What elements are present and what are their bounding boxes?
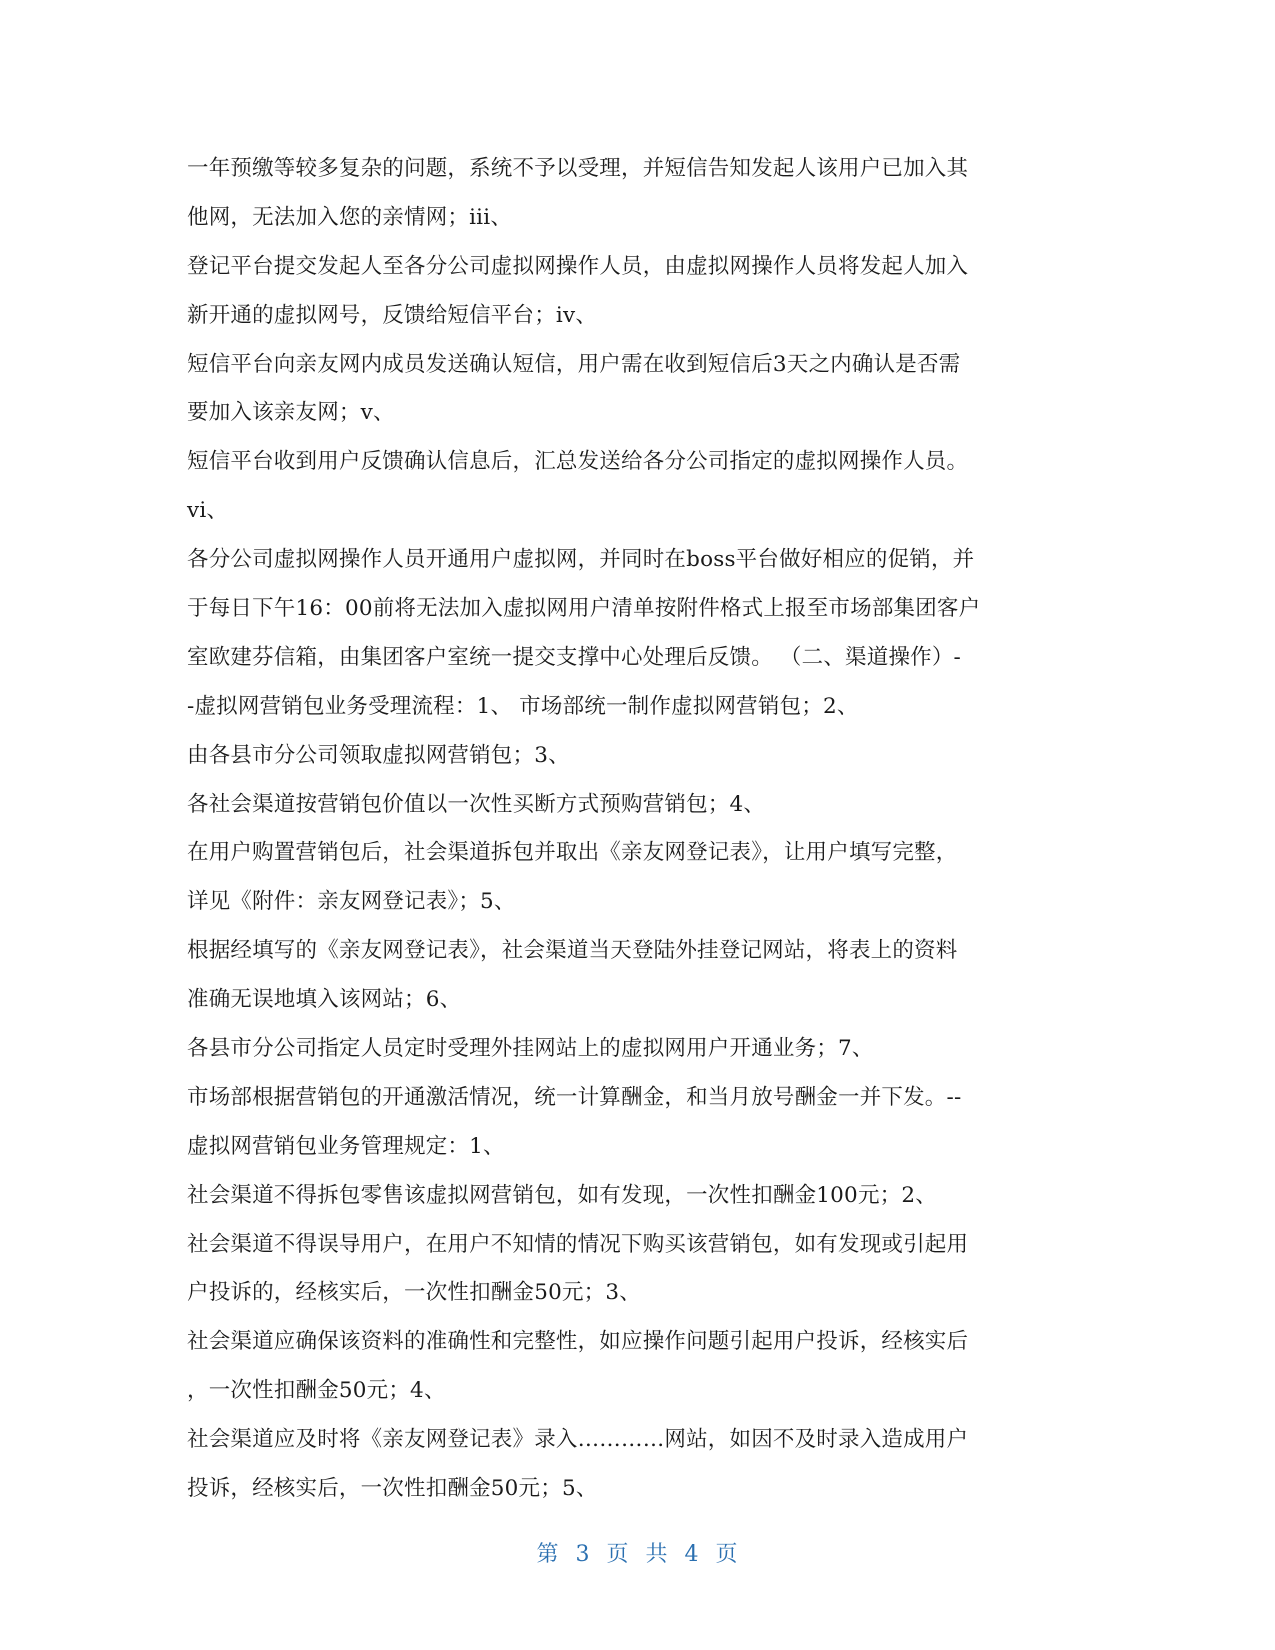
page-footer [0, 1537, 1275, 1568]
text-line: 市场部根据营销包的开通激活情况，统一计算酬金，和当月放号酬金一并下发。-- [187, 1084, 962, 1110]
text-line: 室欧建芬信箱，由集团客户室统一提交支撑中心处理后反馈。 （二、渠道操作）- [187, 644, 962, 670]
text-line: 由各县市分公司领取虚拟网营销包；3、 [187, 742, 570, 768]
text-line: 详见《附件：亲友网登记表》；5、 [187, 889, 516, 915]
footer-total-pages: 4 [684, 1542, 700, 1567]
footer-prefix: 第 [536, 1542, 560, 1567]
text-line: 根据经填写的《亲友网登记表》，社会渠道当天登陆外挂登记网站，将表上的资料 [187, 938, 958, 964]
text-line: 社会渠道不得误导用户，在用户不知情的情况下购买该营销包，如有发现或引起用 [187, 1231, 969, 1257]
text-line: 各社会渠道按营销包价值以一次性买断方式预购营销包；4、 [187, 791, 766, 817]
text-line: 社会渠道应及时将《亲友网登记表》录入…………网站，如因不及时录入造成用户 [187, 1427, 969, 1453]
text-line: 短信平台收到用户反馈确认信息后，汇总发送给各分公司指定的虚拟网操作人员。 [187, 449, 969, 475]
text-line: ，一次性扣酬金50元；4、 [187, 1378, 446, 1404]
text-line: 准确无误地填入该网站；6、 [187, 987, 462, 1013]
body-text [187, 145, 1087, 1514]
footer-page-word: 页 [606, 1542, 630, 1567]
text-line: 登记平台提交发起人至各分公司虚拟网操作人员，由虚拟网操作人员将发起人加入 [187, 253, 969, 279]
text-line: -虚拟网营销包业务受理流程：1、 市场部统一制作虚拟网营销包；2、 [187, 693, 859, 719]
footer-current-page: 3 [575, 1542, 591, 1567]
text-line: 新开通的虚拟网号，反馈给短信平台；iv、 [187, 302, 598, 328]
text-line: 各县市分公司指定人员定时受理外挂网站上的虚拟网用户开通业务；7、 [187, 1036, 874, 1062]
text-line: 于每日下午16：00前将无法加入虚拟网用户清单按附件格式上报至市场部集团客户 [187, 596, 981, 622]
text-line: 要加入该亲友网；v、 [187, 400, 395, 426]
text-line: 社会渠道不得拆包零售该虚拟网营销包，如有发现，一次性扣酬金100元；2、 [187, 1182, 937, 1208]
text-line: 一年预缴等较多复杂的问题，系统不予以受理，并短信告知发起人该用户已加入其 [187, 156, 969, 181]
footer-suffix: 页 [715, 1542, 739, 1567]
text-line: 社会渠道应确保该资料的准确性和完整性，如应操作问题引起用户投诉，经核实后 [187, 1329, 969, 1355]
text-line: 投诉，经核实后，一次性扣酬金50元；5、 [187, 1476, 598, 1502]
text-line: 在用户购置营销包后，社会渠道拆包并取出《亲友网登记表》，让用户填写完整， [187, 840, 958, 866]
text-line: 户投诉的，经核实后，一次性扣酬金50元；3、 [187, 1280, 641, 1306]
text-line: 短信平台向亲友网内成员发送确认短信，用户需在收到短信后3天之内确认是否需 [187, 351, 961, 377]
text-line: 虚拟网营销包业务管理规定：1、 [187, 1133, 505, 1159]
footer-total-word: 共 [645, 1542, 669, 1567]
text-line: 他网，无法加入您的亲情网；iii、 [187, 204, 513, 230]
text-line: vi、 [187, 498, 229, 524]
text-line: 各分公司虚拟网操作人员开通用户虚拟网，并同时在boss平台做好相应的促销，并 [187, 547, 975, 573]
